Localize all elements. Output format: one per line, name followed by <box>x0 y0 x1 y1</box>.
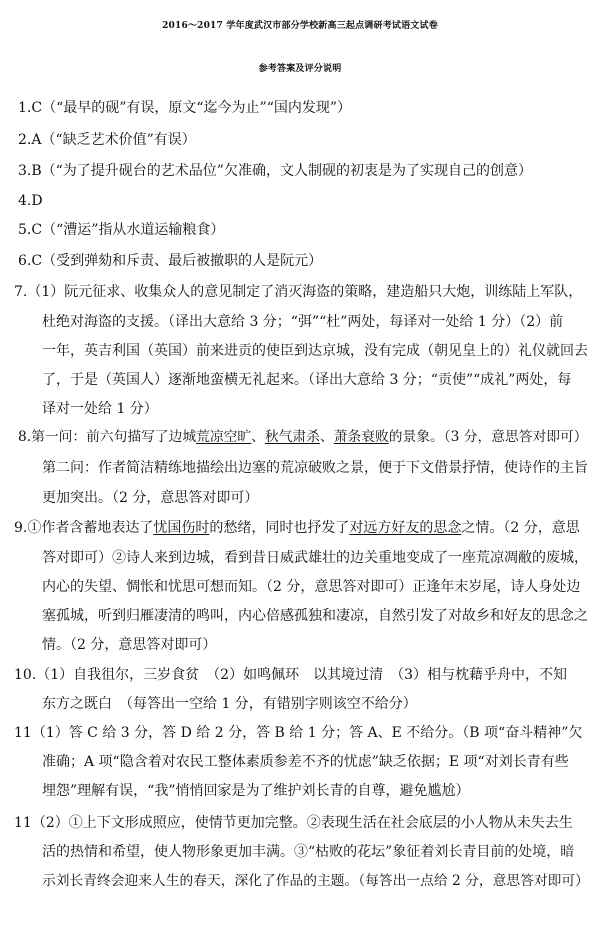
answer-3: 3.B（“为了提升砚台的艺术品位”欠准确，文人制砚的初衷是为了实现自己的创意） <box>18 163 532 179</box>
document-title: 2016～2017 学年度武汉市部分学校新高三起点调研考试语文试卷 <box>162 21 438 31</box>
document-subtitle: 参考答案及评分说明 <box>258 64 342 74</box>
answer-9-line-5: 情。（2 分，意思答对即可） <box>42 637 217 653</box>
answer-7-line-5: 译对一处给 1 分） <box>42 401 158 417</box>
answer-11-1-line-3: 埋怨”理解有误，“我”悄悄回家是为了维护刘长青的自尊，避免尴尬） <box>42 783 470 799</box>
answer-9-line-4: 塞孤城，听到归雁凄清的鸣叫，内心倍感孤独和凄凉，自然引发了对故乡和好友的思念之 <box>42 608 588 624</box>
answer-9-keyword-1: 忧国伤时 <box>153 520 210 536</box>
answer-8-keyword-2: 秋气肃杀 <box>264 429 320 445</box>
answer-8-keyword-3: 萧条衰败 <box>333 429 389 445</box>
answer-9-keyword-2: 对远方好友的思念 <box>349 520 462 536</box>
answer-8-line-1 <box>18 427 587 447</box>
answer-1: 1.C（“最早的砚”有误，原文“迄今为止”“国内发现”） <box>18 100 352 116</box>
answer-9-text: 之情。（2 分，意思 <box>461 520 580 536</box>
answer-8-separator: 、 <box>251 429 265 445</box>
answer-6: 6.C（受到弹劾和斥责、最后被撤职的人是阮元） <box>18 253 323 269</box>
answer-8-keyword-1: 荒凉空旷 <box>196 429 252 445</box>
answer-2: 2.A（“缺乏艺术价值”有误） <box>18 132 196 148</box>
answer-7-line-4: 了，于是（英国人）逐渐地蛮横无礼起来。（译出大意给 3 分；“贡使”“成礼”两处，每 <box>42 372 572 388</box>
answer-5: 5.C（“漕运”指从水道运输粮食） <box>18 222 225 238</box>
answer-9-text: 9.①作者含蓄地表达了 <box>14 520 154 536</box>
answer-7-line-2: 杜绝对海盗的支援。（译出大意给 3 分；“弭”“杜”两处，每译对一处给 1 分）（2）前 <box>42 314 564 330</box>
answer-7-line-1: 7.（1）阮元征求、收集众人的意见制定了消灭海盗的策略，建造船只大炮，训练陆上军队， <box>14 284 583 300</box>
answer-4: 4.D <box>18 193 43 209</box>
answer-9-line-3: 内心的失望、惆怅和忧思可想而知。（2 分，意思答对即可）正逢年末岁尾，诗人身处边 <box>42 579 581 595</box>
answer-11-2-line-2: 活的热情和希望，使人物形象更加丰满。③“枯败的花坛”象征着刘长青目前的处境，暗 <box>42 844 575 860</box>
answer-8-line-3: 更加突出。（2 分，意思答对即可） <box>42 490 259 506</box>
answer-9-line-1 <box>14 518 580 538</box>
answer-11-2-line-1: 11（2）①上下文形成照应，使情节更加完整。②表现生活在社会底层的小人物从未失去生 <box>14 815 573 831</box>
answer-10-line-2: 东方之既白 （每答出一空给 1 分，有错别字则该空不给分） <box>42 696 417 712</box>
answer-8-separator: 、 <box>319 429 334 445</box>
answer-11-2-line-3: 示刘长青终会迎来人生的春天，深化了作品的主题。（每答出一点给 2 分，意思答对即可） <box>42 873 589 889</box>
answer-9-text: 的愁绪，同时也抒发了 <box>209 520 350 536</box>
answer-8-text: 的景象。（3 分，意思答对即可） <box>388 429 588 445</box>
answer-9-line-2: 答对即可）②诗人来到边城，看到昔日威武雄壮的边关重地变成了一座荒凉凋敝的废城， <box>42 550 588 566</box>
answer-8-line-2: 第二问：作者简洁精练地描绘出边塞的荒凉破败之景，便于下文借景抒情，使诗作的主旨 <box>42 460 588 476</box>
answer-11-1-line-2: 准确；A 项“隐含着对农民工整体素质参差不齐的忧虑”缺乏依据；E 项“对刘长青有些 <box>42 754 569 770</box>
answer-8-text: 8.第一问：前六句描写了边城 <box>18 429 197 445</box>
answer-11-1-line-1: 11（1）答 C 给 3 分，答 D 给 2 分，答 B 给 1 分；答 A、E 不给分。（B 项“奋斗精神”欠 <box>14 725 583 741</box>
answer-10-line-1: 10.（1）自我徂尔，三岁食贫 （2）如鸣佩环 以其境过清 （3）相与枕藉乎舟中，不知 <box>14 667 567 683</box>
answer-7-line-3: 一年，英吉利国（英国）前来进贡的使臣到达京城，没有完成（朝见皇上的）礼仪就回去 <box>42 343 588 359</box>
